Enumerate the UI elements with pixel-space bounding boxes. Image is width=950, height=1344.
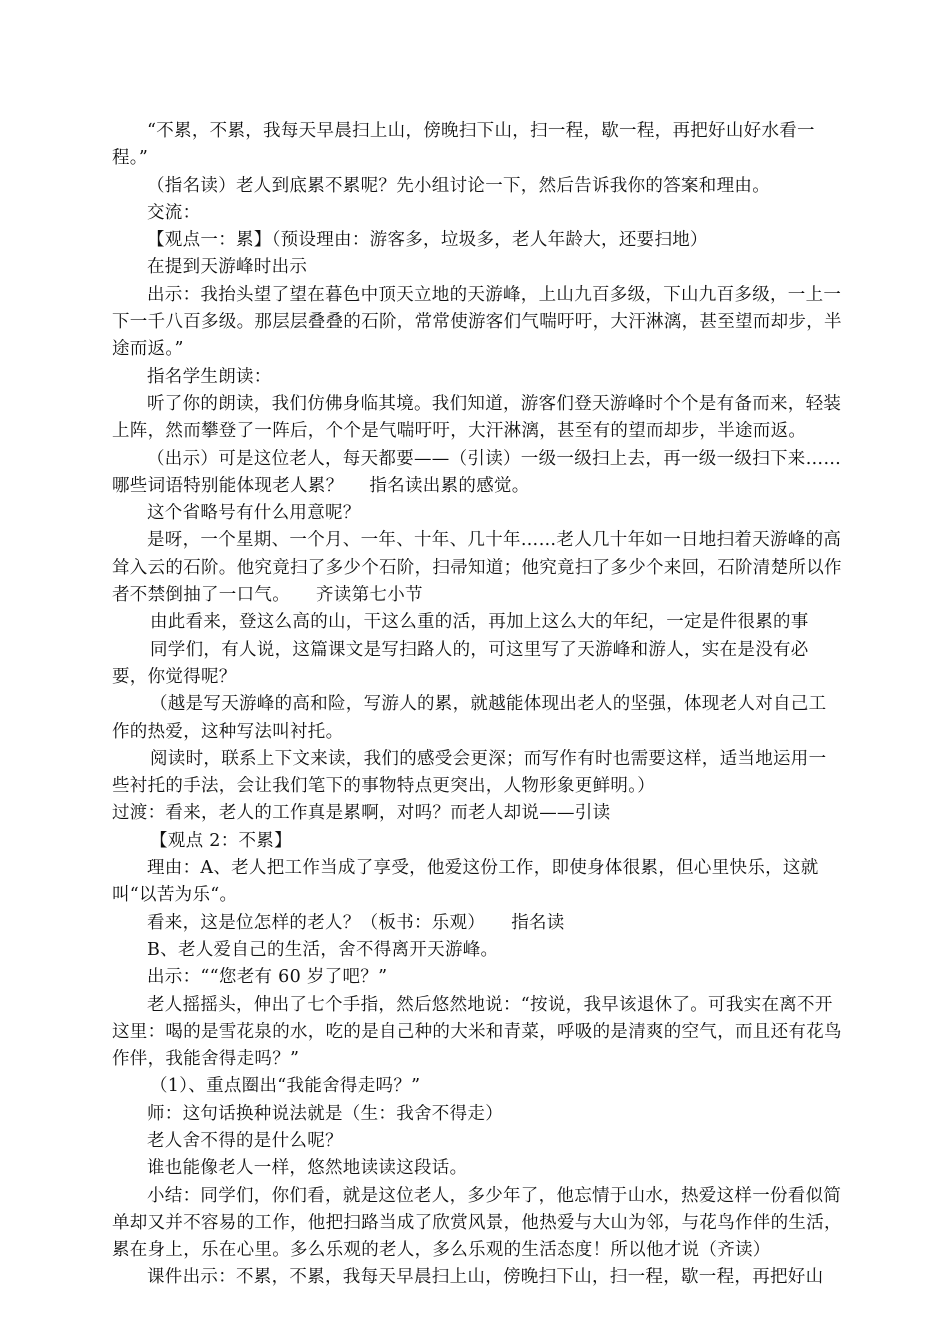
paragraph-text: 出示：““您老有 60 岁了吧？” (147, 967, 388, 988)
paragraph (112, 828, 842, 855)
paragraph-tail: 指名读 (511, 912, 565, 933)
paragraph-text: 老人摇摇头，伸出了七个手指，然后悠然地说：“按说，我早该退休了。可我实在离不开这里：喝的是雪花泉的水，吃的是自己种的大米和青菜，呼吸的是清爽的空气，而且还有花鸟作伴，我能舍得走吗？” (112, 994, 842, 1070)
paragraph-text: （1）、重点圈出“我能舍得走吗？” (150, 1076, 421, 1097)
paragraph (112, 1264, 842, 1291)
paragraph (112, 118, 842, 173)
paragraph-text: 老人舍不得的是什么呢？ (147, 1130, 343, 1151)
paragraph (112, 992, 842, 1074)
paragraph-text: （出示）可是这位老人，每天都要——（引读）一级一级扫上去，再一级一级扫下来……哪些词语特别能体现老人累？ (112, 448, 842, 496)
paragraph-tail: 齐读第七小节 (316, 585, 423, 606)
paragraph (112, 391, 842, 446)
paragraph-text: “不累，不累，我每天早晨扫上山，傍晚扫下山，扫一程，歇一程，再把好山好水看一程。” (112, 121, 815, 169)
paragraph-text: 谁也能像老人一样，悠然地读读这段话。 (147, 1158, 468, 1179)
paragraph (112, 500, 842, 527)
paragraph-text: 小结：同学们，你们看，就是这位老人，多少年了，他忘情于山水，热爱这样一份看似简单却又并不容易的工作，他把扫路当成了欣赏风景，他热爱与大山为邻，与花鸟作伴的生活，累在身上，乐在心里。多么乐观的老人，多么乐观的生活态度！所以他才说（齐读） (112, 1185, 842, 1261)
paragraph-text: B、老人爱自己的生活，舍不得离开天游峰。 (147, 939, 499, 960)
paragraph (112, 364, 842, 391)
paragraph-text: 由此看来，登这么高的山，干这么重的活，再加上这么大的年纪，一定是件很累的事 (150, 612, 809, 633)
paragraph-text: 听了你的朗读，我们仿佛身临其境。我们知道，游客们登天游峰时个个是有备而来，轻装上阵，然而攀登了一阵后，个个是气喘吁吁，大汗淋漓，甚至有的望而却步，半途而返。 (112, 393, 842, 442)
paragraph (112, 910, 842, 937)
paragraph (112, 527, 842, 609)
paragraph (112, 446, 842, 501)
paragraph (112, 200, 842, 227)
paragraph (112, 1073, 842, 1100)
paragraph (112, 173, 842, 200)
document-page (112, 118, 842, 1292)
paragraph-text: 出示：我抬头望了望在暮色中顶天立地的天游峰，上山九百多级，下山九百多级，一上一下一千八百多级。那层层叠叠的石阶，常常使游客们气喘吁吁，大汗淋漓，甚至望而却步，半途而返。” (112, 284, 842, 360)
paragraph-text: 交流： (147, 202, 201, 223)
paragraph (112, 937, 842, 964)
paragraph (112, 964, 842, 991)
paragraph (112, 1183, 842, 1265)
paragraph-text: （指名读）老人到底累不累呢？先小组讨论一下，然后告诉我你的答案和理由。 (147, 175, 770, 196)
paragraph-text: 在提到天游峰时出示 (147, 257, 308, 278)
paragraph (112, 282, 842, 364)
paragraph-text: 是呀，一个星期、一个月、一年、十年、几十年……老人几十年如一日地扫着天游峰的高耸入云的石阶。他究竟扫了多少个石阶，扫帚知道；他究竟扫了多少个来回，石阶清楚所以作者不禁倒抽了一口气。 (112, 530, 842, 606)
paragraph (112, 1155, 842, 1182)
paragraph (112, 746, 842, 801)
paragraph-text: 课件出示：不累，不累，我每天早晨扫上山，傍晚扫下山，扫一程，歇一程，再把好山 (147, 1267, 824, 1288)
paragraph-text: 师：这句话换种说法就是（生：我舍不得走） (147, 1103, 503, 1124)
paragraph-text: 理由：A、老人把工作当成了享受，他爱这份工作，即使身体很累，但心里快乐，这就叫“以苦为乐“。 (112, 858, 819, 906)
paragraph (112, 637, 842, 692)
paragraph (112, 1128, 842, 1155)
paragraph-text: （越是写天游峰的高和险，写游人的累，就越能体现出老人的坚强，体现老人对自己工作的热爱，这种写法叫衬托。 (112, 694, 827, 742)
paragraph (112, 227, 842, 254)
paragraph (112, 691, 842, 746)
paragraph-text: 指名学生朗读： (147, 366, 272, 387)
paragraph-text: 过渡：看来，老人的工作真是累啊，对吗？而老人却说——引读 (112, 803, 611, 824)
paragraph (112, 1101, 842, 1128)
paragraph-text: 看来，这是位怎样的老人？（板书：乐观） (147, 912, 486, 933)
paragraph (112, 254, 842, 281)
paragraph (112, 855, 842, 910)
paragraph (112, 609, 842, 636)
paragraph-text: 这个省略号有什么用意呢？ (147, 503, 361, 524)
paragraph (112, 800, 842, 827)
paragraph-text: 阅读时，联系上下文来读，我们的感受会更深；而写作有时也需要这样，适当地运用一些衬托的手法，会让我们笔下的事物特点更突出，人物形象更鲜明。） (112, 748, 827, 797)
paragraph-text: 【观点一：累】（预设理由：游客多，垃圾多，老人年龄大，还要扫地） (147, 230, 708, 251)
paragraph-tail: 指名读出累的感觉。 (369, 475, 530, 496)
paragraph-text: 【观点 2：不累】 (150, 830, 292, 851)
paragraph-text: 同学们，有人说，这篇课文是写扫路人的，可这里写了天游峰和游人，实在是没有必要，你觉得呢？ (112, 639, 809, 687)
